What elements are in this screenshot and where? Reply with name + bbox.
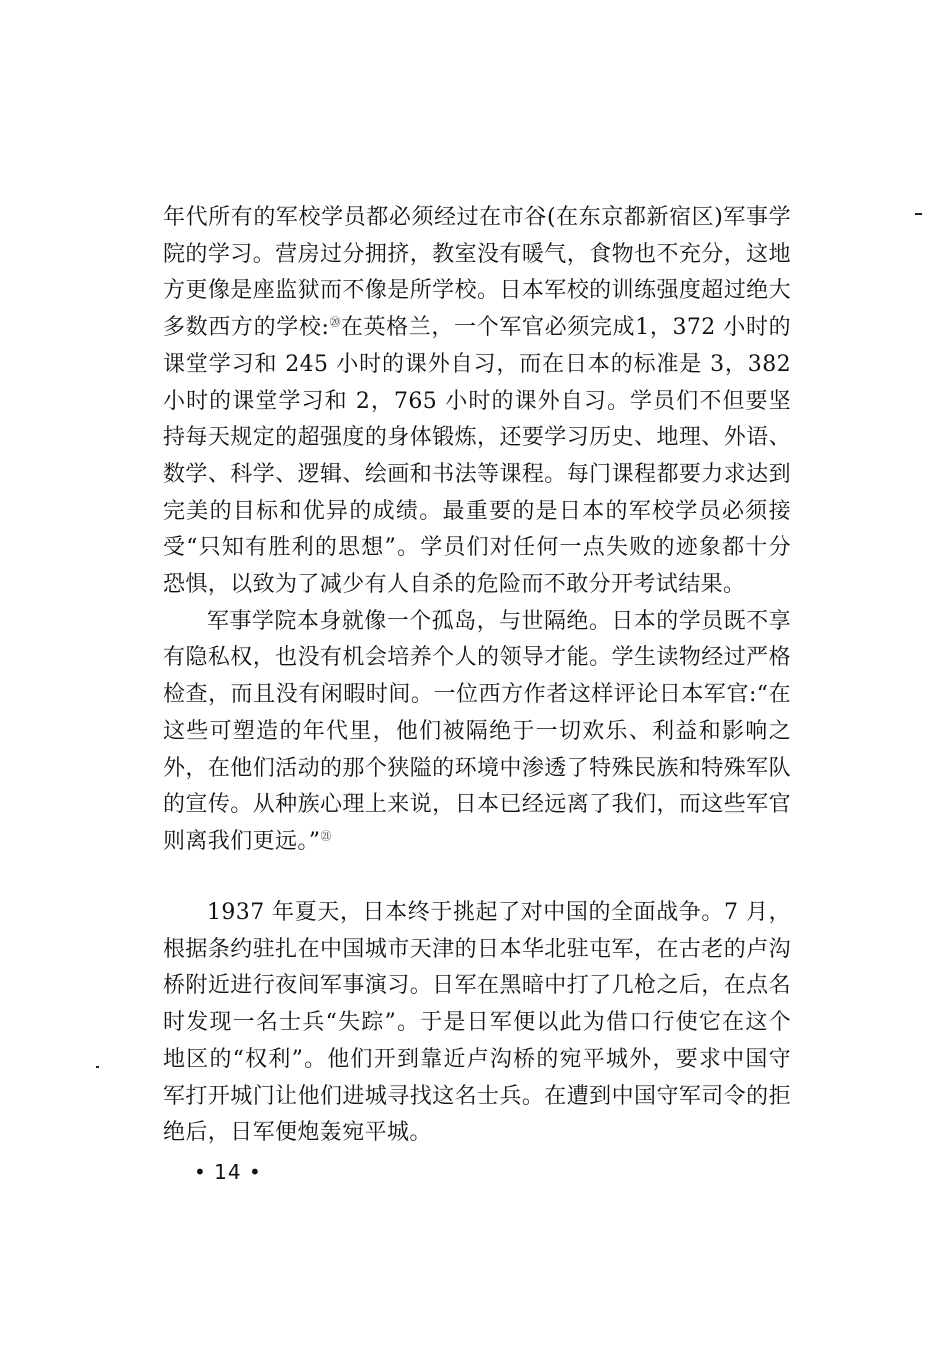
scan-speck-top-right <box>915 213 922 215</box>
paragraph-2 <box>163 604 791 861</box>
paragraph-2-text: 军事学院本身就像一个孤岛，与世隔绝。日本的学员既不享有隐私权，也没有机会培养个人的领导才能。学生读物经过严格检查，而且没有闲暇时间。一位西方作者这样评论日本军官:“在这些可塑造的年代里，他们被隔绝于一切欢乐、利益和影响之外，在他们活动的那个狭隘的环境中渗透了特殊民族和特殊军队的宣传。从种族心理上来说，日本已经远离了我们，而这些军官则离我们更远。” <box>163 608 791 854</box>
scan-speck-left <box>96 1066 99 1068</box>
paragraph-1-text-a: 年代所有的军校学员都必须经过在市谷(在东京都新宿区)军事学院的学习。营房过分拥挤，教室没有暖气，食物也不充分，这地方更像是座监狱而不像是所学校。日本军校的训练强度超过绝大多数西方的学校: <box>163 205 791 341</box>
text-section-2 <box>163 895 791 1152</box>
text-section-1 <box>163 200 791 861</box>
paragraph-1-text-b: 在英格兰，一个军官必须完成1，372 小时的课堂学习和 245 小时的课外自习，而在日本的标准是 3，382 小时的课堂学习和 2，765 小时的课外自习。学员们不但要坚持每天规定的超强度的身体锻炼，还要学习历史、地理、外语、数学、科学、逻辑、绘画和书法等课程。每门课程都要力求达到完美的目标和优异的成绩。最重要的是日本的军校学员必须接受“只知有胜利的思想”。学员们对任何一点失败的迹象都十分恐惧，以致为了减少有人自杀的危险而不敢分开考试结果。 <box>163 315 791 598</box>
footnote-ref-21: ㉑ <box>320 829 332 843</box>
footnote-ref-20: ⑳ <box>329 315 341 329</box>
paragraph-3: 1937 年夏天，日本终于挑起了对中国的全面战争。7 月，根据条约驻扎在中国城市天津的日本华北驻屯军，在古老的卢沟桥附近进行夜间军事演习。日军在黑暗中打了几枪之后，在点名时发现一名士兵“失踪”。于是日军便以此为借口行使它在这个地区的“权利”。他们开到靠近卢沟桥的宛平城外，要求中国守军打开城门让他们进城寻找这名士兵。在遭到中国守军司令的拒绝后，日军便炮轰宛平城。 <box>163 900 791 1146</box>
paragraph-1 <box>163 200 791 604</box>
page-number: • 14 • <box>194 1160 262 1184</box>
